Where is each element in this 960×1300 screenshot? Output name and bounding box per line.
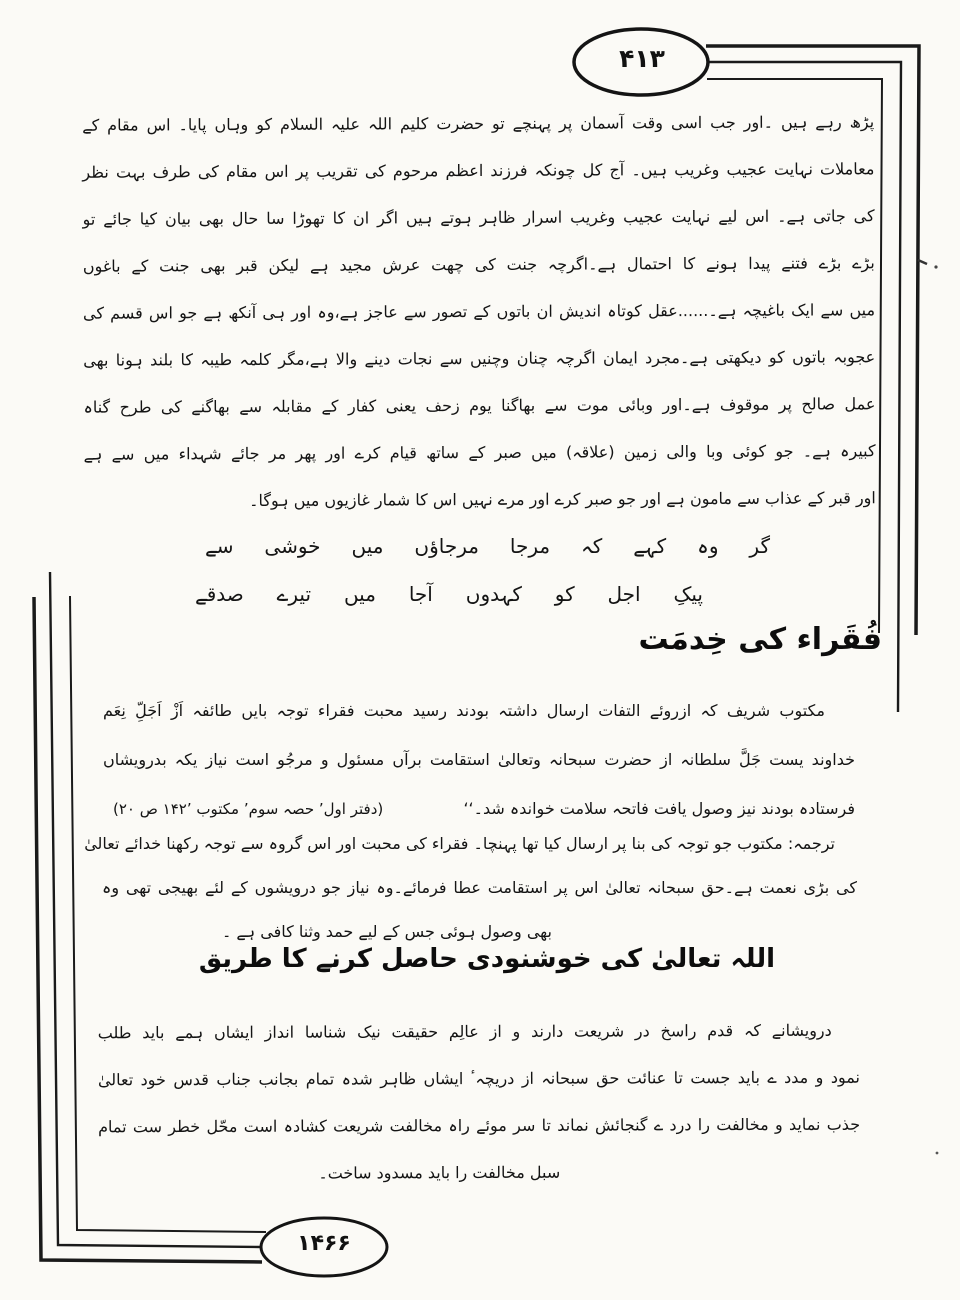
body-paragraph-opening	[82, 98, 876, 524]
quotation-paragraph	[103, 686, 855, 834]
citation-reference: (دفتر اول٬ حصہ سوم٬ مکتوب ۱۴۲٬ ص ۲۰)	[113, 800, 384, 818]
verse-couplet-line-2: پیکِ اجل کو کہدوں آجا میں تیرے صدقے	[195, 582, 703, 606]
text-line: سبل مخالفت را باید مسدود ساخت۔	[318, 1162, 561, 1183]
ink-speck	[936, 1152, 939, 1155]
text-line: خداوند یست جَلَّ سلطانہ از حضرت سبحانہ وتعالیٰ استقامت برآں مسئول و مرجُو است نیاز یکہ بدرویشاں	[103, 750, 855, 769]
verse-couplet-line-1: گر وہ کہے کہ مرجا مرجاؤں میں خوشی سے	[205, 534, 770, 558]
section-heading-khushnudi-ka-tariq: اللہ تعالیٰ کی خوشنودی حاصل کرنے کا طریق	[198, 944, 775, 974]
closing-paragraph	[98, 1007, 861, 1198]
text-line: عمل صالح پر موقوف ہے۔اور وبائی موت سے بھاگنا یوم زحف یعنی کفار کے مقابلہ سے بھاگنے کی طرح گناہ	[83, 394, 876, 417]
text-line: پڑھ رہے ہیں ۔اور جب اسی وقت آسمان پر پہنچے تو حضرت کلیم اللہ علیہ السلام کو وہاں پایا۔ اس مقام کے	[82, 112, 875, 135]
text-line: اور قبر کے عذاب سے مامون ہے اور جو صبر کرے اور مرے نہیں اس کا شمار غازیوں میں ہوگا۔	[249, 488, 876, 511]
text-line: کبیرہ ہے۔ جو کوئی وبا والی زمین (علاقہ) میں صبر کے ساتھ قیام کرے اور پھر مر جائے شہداء میں سے ہے	[83, 441, 876, 464]
text-line: معاملات نہایت عجیب وغریب ہیں۔ آج کل چونکہ فرزند اعظم مرحوم کی تقریب پر اس مقام کی طرف بہت نظر	[82, 159, 875, 182]
text-line: جذب نماید و مخالفت را درد ے گنجائش نماند تا سر موئے راہ مخالفت شریعت کشادہ است محّل خطر ست تمام	[98, 1114, 861, 1137]
text-line: بڑے بڑے فتنے پیدا ہونے کا احتمال ہے۔اگرچہ جنت کی چھت عرش مجید ہے لیکن قبر بھی جنت کے باغوں	[82, 253, 875, 276]
page-number-bottom: ۱۴۶۶	[297, 1231, 351, 1256]
text-line: درویشانے کہ قدم راسخ در شریعت دارند و از عالِم حقیقت نیک شناسا انداز ایشاں ہمے باید طلب	[97, 1020, 832, 1043]
section-heading-fuqara-ki-khidmat: فُقَراء کی خِدمَت	[638, 622, 882, 657]
text-line: میں سے ایک باغیچہ ہے۔......عقل کوتاہ اندیش ان باتوں کے تصور سے عاجز ہے،وہ اور ہی آنکھ ہے جو اس قسم کی	[82, 300, 876, 323]
text-line: کی بڑی نعمت ہے۔حق سبحانہ تعالیٰ اس پر استقامت عطا فرمائے۔وہ نیاز جو درویشوں کے لئے بھیجی تھی وہ	[102, 878, 857, 897]
translation-paragraph	[84, 822, 857, 954]
page-number-top: ۴۱۳	[619, 44, 665, 73]
text-line: عجوبہ باتوں کو دیکھتی ہے۔مجرد ایمان اگرچہ چنان وچنیں سے نجات دینے والا ہے،مگر کلمہ طیبہ کا بلند ہونا بھی	[83, 347, 876, 370]
ink-speck	[934, 265, 937, 268]
text-line: کی جاتی ہے۔ اس لیے نہایت عجیب وغریب اسرار ظاہر ہوتے ہیں اگر ان کا تھوڑا سا حال بھی بیان کیا جائے تو	[82, 206, 875, 229]
text-line: ترجمہ: مکتوب جو توجہ کی بنا پر ارسال کیا تھا پہنچا۔ فقراء کی محبت اور اس گروہ سے توجہ رکھنا خدائے تعالیٰ	[84, 834, 835, 853]
text-line: بھی وصول ہوئی جس کے لیے حمد وثنا کافی ہے ۔	[221, 922, 552, 941]
text-line: فرستادہ بودند نیز وصول یافت فاتحہ سلامت خواندہ شد۔‘‘	[463, 799, 855, 818]
text-line: مکتوب شریف کہ ازروئے التفات ارسال داشتہ بودند رسید محبت فقراء توجہ بایں طائفہ اَزْ اَجَلِّ نِعَم	[103, 701, 825, 720]
text-line: نمود و مدد ے باید جست تا عنائت حق سبحانہ از دریچہٴ ایشاں ظاہر شدہ تمام بجانب جناب قدس خود تعالیٰ	[97, 1067, 860, 1090]
